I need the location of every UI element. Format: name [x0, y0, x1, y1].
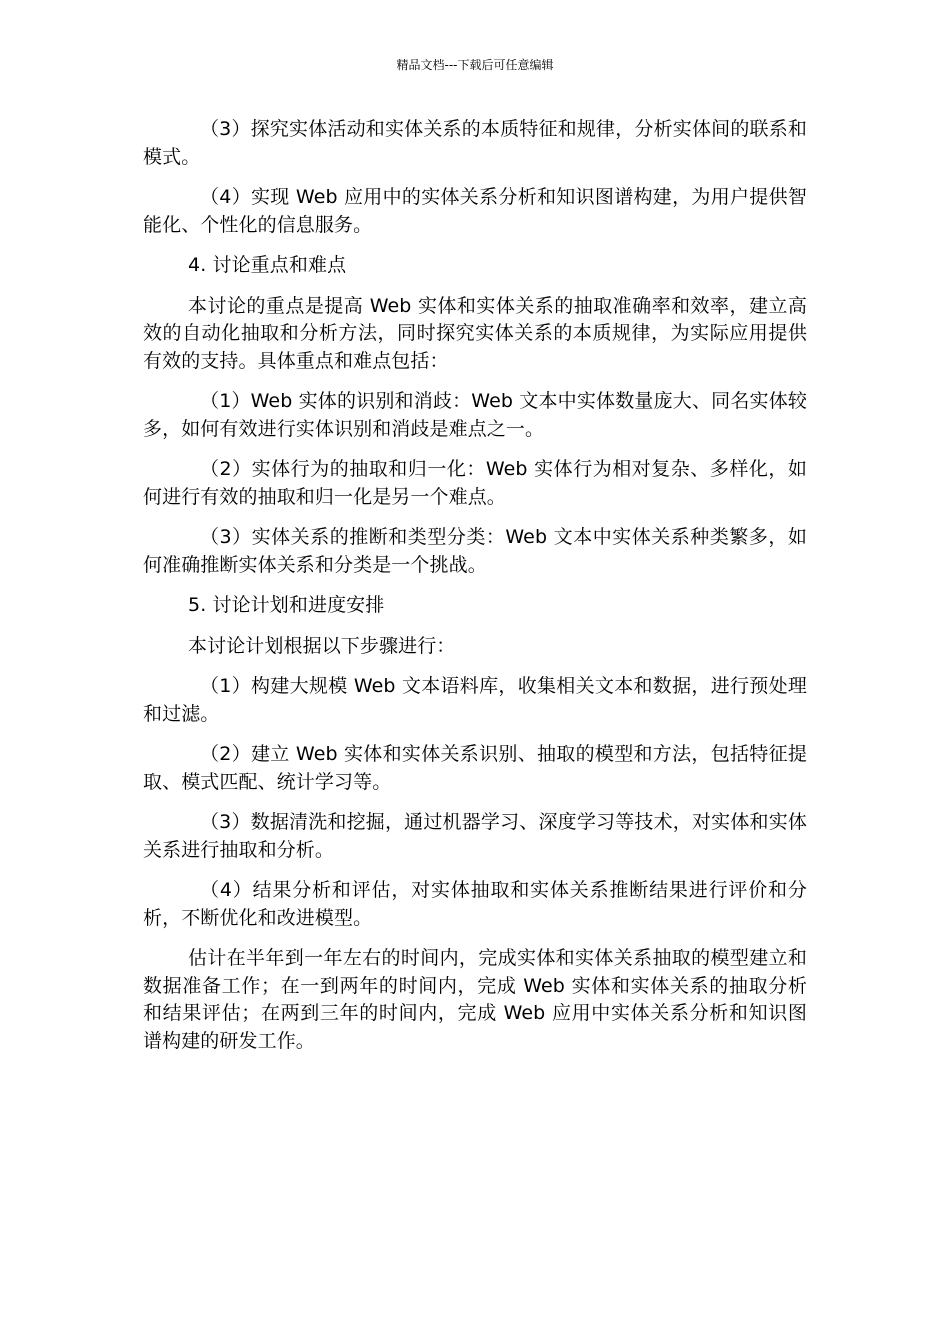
paragraph-step-3: （3）数据清洗和挖掘，通过机器学习、深度学习等技术，对实体和实体关系进行抽取和分析。 [143, 811, 807, 861]
paragraph-step-4: （4）结果分析和评估，对实体抽取和实体关系推断结果进行评价和分析，不断优化和改进模型。 [143, 879, 807, 929]
paragraph-difficulty-2: （2）实体行为的抽取和归一化：Web 实体行为相对复杂、多样化，如何进行有效的抽取和归一化是另一个难点。 [143, 458, 807, 508]
section-heading-plan-schedule: 5. 讨论计划和进度安排 [188, 594, 385, 616]
paragraph-objective-3: （3）探究实体活动和实体关系的本质特征和规律，分析实体间的联系和模式。 [143, 118, 807, 168]
paragraph-plan-intro: 本讨论计划根据以下步骤进行： [188, 634, 456, 657]
paragraph-timeline: 估计在半年到一年左右的时间内，完成实体和实体关系抽取的模型建立和数据准备工作；在一到两年的时间内，完成 Web 实体和实体关系的抽取分析和结果评估；在两到三年的时间内，完成 Web 应用中实体关系分析和知识图谱构建的研发工作。 [143, 947, 807, 1052]
paragraph-difficulty-1: （1）Web 实体的识别和消歧：Web 文本中实体数量庞大、同名实体较多，如何有效进行实体识别和消歧是难点之一。 [143, 390, 807, 440]
paragraph-focus-intro: 本讨论的重点是提高 Web 实体和实体关系的抽取准确率和效率，建立高效的自动化抽取和分析方法，同时探究实体关系的本质规律，为实际应用提供有效的支持。具体重点和难点包括： [143, 294, 807, 372]
paragraph-difficulty-3: （3）实体关系的推断和类型分类：Web 文本中实体关系种类繁多，如何准确推断实体关系和分类是一个挑战。 [143, 526, 807, 576]
section-heading-focus-difficulties: 4. 讨论重点和难点 [188, 254, 347, 276]
page-header: 精品文档---下载后可任意编辑 [396, 58, 554, 72]
paragraph-objective-4: （4）实现 Web 应用中的实体关系分析和知识图谱构建，为用户提供智能化、个性化的信息服务。 [143, 186, 807, 236]
paragraph-step-1: （1）构建大规模 Web 文本语料库，收集相关文本和数据，进行预处理和过滤。 [143, 675, 807, 725]
paragraph-step-2: （2）建立 Web 实体和实体关系识别、抽取的模型和方法，包括特征提取、模式匹配、统计学习等。 [143, 743, 807, 793]
document-body [143, 116, 807, 1068]
